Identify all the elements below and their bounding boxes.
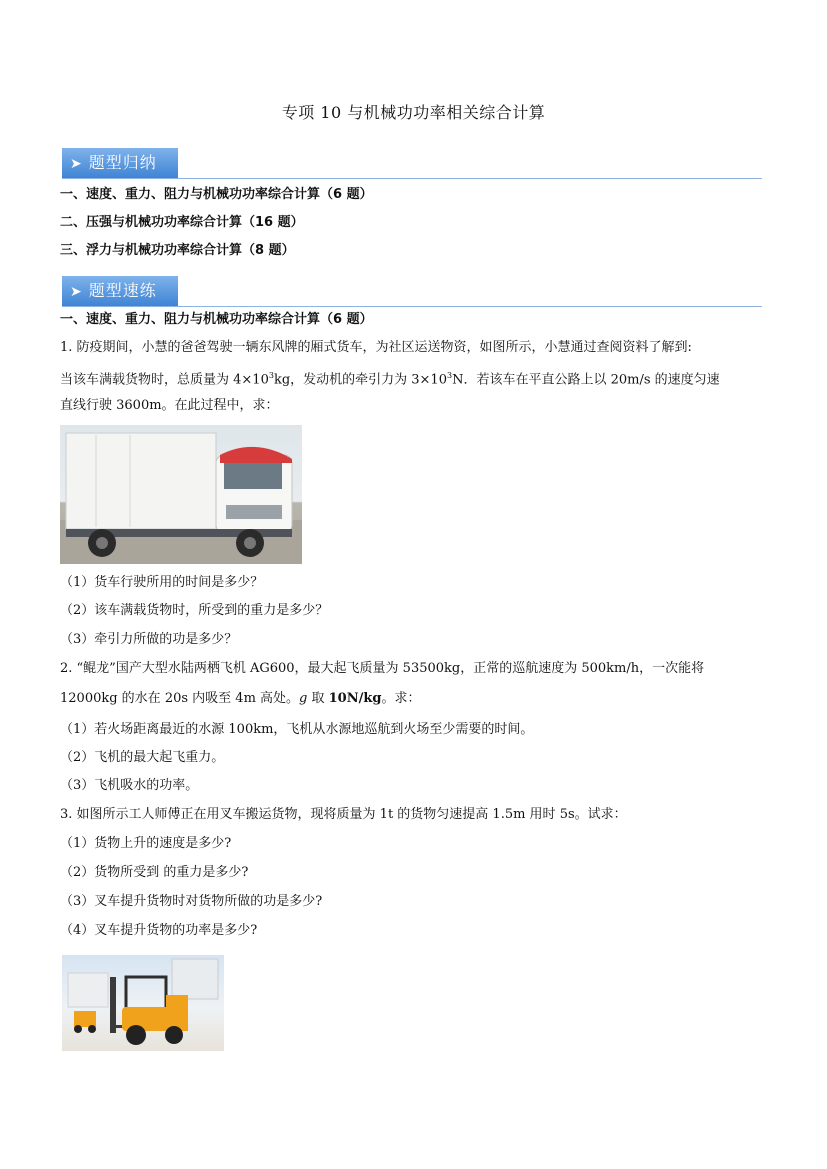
toc-item-2: 二、压强与机械功功率综合计算（16 题） [60, 215, 304, 230]
page-title: 专项 10 与机械功功率相关综合计算 [281, 103, 546, 122]
arrow-right-icon: ➤ [70, 284, 83, 300]
banner-tag [62, 148, 178, 178]
forklift-illustration [62, 955, 224, 1051]
banner-tag [62, 276, 178, 306]
toc-item-3: 三、浮力与机械功功率综合计算（8 题） [60, 243, 295, 258]
section-banner-practice [62, 276, 762, 307]
q3-sub-1: （1）货物上升的速度是多少? [60, 836, 232, 851]
toc-item-1: 一、速度、重力、阻力与机械功功率综合计算（6 题） [60, 187, 373, 202]
q2-line-1: 2. “鲲龙”国产大型水陆两栖飞机 AG600，最大起飞质量为 53500kg，正常的巡航速度为 500km/h，一次能将 [60, 661, 705, 676]
banner-label: 题型速练 [88, 281, 157, 300]
truck-illustration [60, 425, 302, 564]
q2-sub-3: （3）飞机吸水的功率。 [60, 778, 199, 793]
forklift-image [62, 955, 224, 1051]
q1-line-2: 当该车满载货物时，总质量为 $4\times 10^3kg$，发动机的牵引力为 $3\times 10^3N$．若该车在平直公路上以 20m/s 的速度匀速 [60, 371, 720, 388]
q1-sub-1: （1）货车行驶所用的时间是多少？ [60, 575, 264, 590]
q3-line-1: 3. 如图所示工人师傅正在用叉车搬运货物，现将质量为 1t 的货物匀速提高 1.5m 用时 5s。试求： [60, 807, 627, 822]
q1-line-3: 直线行驶 3600m。在此过程中，求： [60, 398, 279, 413]
q2-sub-1: （1）若火场距离最近的水源 100km，飞机从水源地巡航到火场至少需要的时间。 [60, 722, 534, 737]
truck-image [60, 425, 302, 564]
section-heading: 一、速度、重力、阻力与机械功功率综合计算（6 题） [60, 312, 373, 327]
q2-line-2: 12000kg 的水在 20s 内吸至 4m 高处。g 取 10N/kg。求： [60, 691, 421, 706]
q1-line-1: 1. 防疫期间，小慧的爸爸驾驶一辆东风牌的厢式货车，为社区运送物资，如图所示，小慧通过查阅资料了解到: [60, 340, 692, 355]
q1-sub-3: （3）牵引力所做的功是多少？ [60, 632, 238, 647]
q3-sub-3: （3）叉车提升货物时对货物所做的功是多少? [60, 894, 323, 909]
banner-label: 题型归纳 [88, 153, 157, 172]
q3-sub-2: （2）货物所受到 的重力是多少? [60, 865, 249, 880]
q3-sub-4: （4）叉车提升货物的功率是多少? [60, 923, 258, 938]
q1-sub-2: （2）该车满载货物时，所受到的重力是多少？ [60, 603, 329, 618]
section-banner-summary [62, 148, 762, 179]
q2-sub-2: （2）飞机的最大起飞重力。 [60, 750, 225, 765]
arrow-right-icon: ➤ [70, 156, 83, 172]
